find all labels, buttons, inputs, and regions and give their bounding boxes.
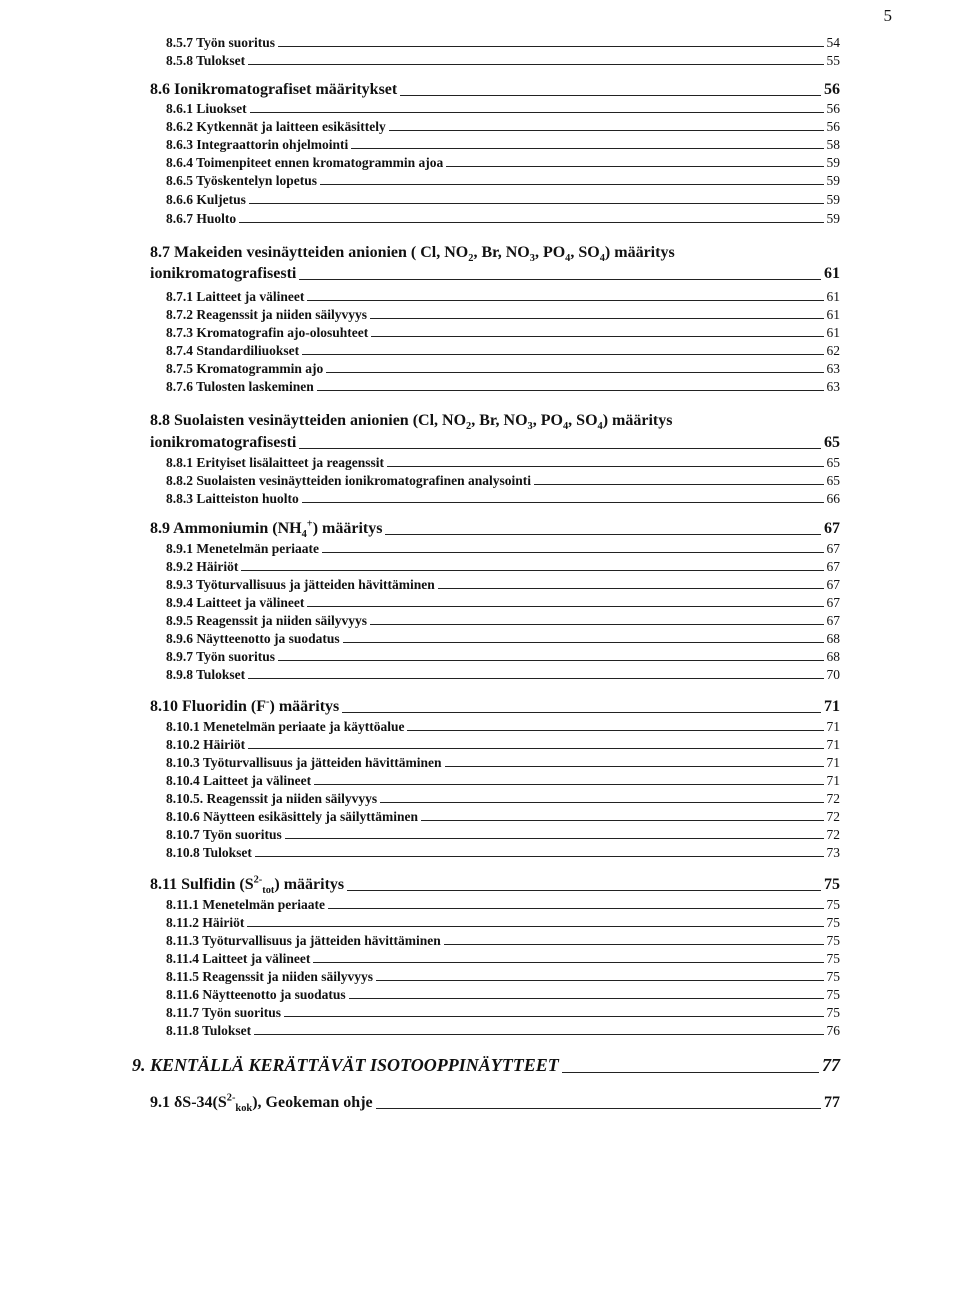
toc-entry-page: 63 [826,379,840,394]
toc-entry-page: 68 [826,649,840,664]
toc-entry-page: 75 [826,933,840,948]
toc-entry[interactable] [166,136,840,153]
toc-entry[interactable] [166,718,840,735]
page-number: 5 [883,6,892,25]
toc-entry[interactable] [166,324,840,341]
toc-entry[interactable] [166,490,840,507]
toc-entry-label: 8.11.4 Laitteet ja välineet [166,951,311,966]
toc-entry-label: 8.9.7 Työn suoritus [166,649,276,664]
toc-entry-label: 8.9.1 Menetelmän periaate [166,541,319,556]
toc-entry[interactable] [166,360,840,377]
toc-entry-page: 72 [826,791,840,806]
toc-entry-label: 8.11.5 Reagenssit ja niiden säilyvyys [166,969,374,984]
toc-leader-line [351,148,823,149]
toc-entry-page: 67 [824,520,840,537]
toc-entry[interactable] [166,100,840,117]
toc-entry[interactable] [166,826,840,843]
toc-leader-line [562,1072,819,1073]
toc-entry[interactable] [166,968,840,985]
toc-entry-label: 8.9.6 Näytteenotto ja suodatus [166,631,340,646]
toc-entry-page: 72 [826,809,840,824]
toc-entry[interactable] [166,844,840,861]
toc-leader-line [342,712,821,713]
toc-entry-page: 65 [826,455,840,470]
toc-leader-line [313,962,823,963]
toc-entry[interactable] [166,576,840,593]
toc-leader-line [347,890,821,891]
toc-leader-line [254,1034,823,1035]
toc-leader-line [370,318,823,319]
toc-entry[interactable] [166,594,840,611]
toc-entry-page: 75 [826,897,840,912]
toc-entry[interactable] [166,1022,840,1039]
toc-leader-line [407,730,823,731]
toc-entry[interactable] [166,808,840,825]
toc-entry-label: 8.6.4 Toimenpiteet ennen kromatogrammin ajoa [166,155,444,170]
toc-entry[interactable] [166,52,840,69]
toc-entry[interactable] [166,950,840,967]
toc-entry-page: 59 [826,192,840,207]
toc-entry-page: 63 [826,361,840,376]
toc-entry-page: 75 [826,987,840,1002]
toc-entry-label: 8.11.7 Työn suoritus [166,1005,282,1020]
toc-entry-label: 8.9 Ammoniumin $(NH_4^+)$ määritys [150,518,383,541]
toc-entry-label: 8.9.2 Häiriöt [166,559,239,574]
toc-leader-line [389,130,824,131]
toc-chapter[interactable] [132,1054,840,1077]
toc-entry-label: ionikromatografisesti [150,434,297,451]
toc-entry-label: 8.7.1 Laitteet ja välineet [166,289,305,304]
toc-leader-line [326,372,823,373]
toc-leader-line [349,998,824,999]
toc-entry-label: 8.11 Sulfidin $(S^{2-}_{tot})$ määritys [150,874,345,897]
toc-leader-line [343,642,824,643]
toc-entry-page: 68 [826,631,840,646]
toc-entry-page: 75 [826,969,840,984]
toc-entry-label: 8.8.3 Laitteiston huolto [166,491,299,506]
toc-entry-label: 8.10.1 Menetelmän periaate ja käyttöalue [166,719,405,734]
toc-entry-label: 8.8.2 Suolaisten vesinäytteiden ionikromatografinen analysointi [166,473,532,488]
toc-entry-page: 55 [826,53,840,68]
toc-entry-page: 58 [826,137,840,152]
toc-section[interactable] [150,1092,840,1113]
toc-section[interactable] [150,874,840,895]
toc-entry[interactable] [166,540,840,557]
toc-section[interactable] [150,432,840,453]
toc-entry-label: 8.6.1 Liuokset [166,101,247,116]
toc-entry-page: 77 [824,1094,840,1111]
toc-leader-line [438,588,824,589]
toc-entry-label: 8.7.6 Tulosten laskeminen [166,379,314,394]
toc-leader-line [446,166,823,167]
toc-entry-label: 8.10.5. Reagenssit ja niiden säilyvyys [166,791,378,806]
toc-entry-page: 77 [822,1055,840,1075]
toc-entry-label: 8.11.8 Tulokset [166,1023,252,1038]
toc-entry-label: 8.9.4 Laitteet ja välineet [166,595,305,610]
toc-entry-page: 71 [824,698,840,715]
toc-entry-page: 61 [826,325,840,340]
toc-leader-line [376,980,823,981]
toc-entry-label: 8.11.1 Menetelmän periaate [166,897,325,912]
toc-entry-label: 8.11.6 Näytteenotto ja suodatus [166,987,346,1002]
toc-leader-line [249,203,824,204]
toc-entry-page: 76 [826,1023,840,1038]
toc-leader-line [445,766,824,767]
toc-leader-line [421,820,824,821]
toc-entry-label: 8.11.2 Häiriöt [166,915,245,930]
toc-leader-line [248,748,823,749]
toc-entry-label: 8.10.8 Tulokset [166,845,252,860]
toc-entry-page: 61 [824,265,840,282]
toc-entry-label: 8.9.5 Reagenssit ja niiden säilyvyys [166,613,368,628]
toc-entry-label: 9. KENTÄLLÄ KERÄTTÄVÄT ISOTOOPPINÄYTTEET [132,1055,559,1075]
toc-leader-line [444,944,824,945]
toc-entry[interactable] [166,306,840,323]
toc-entry-label: 8.6 Ionikromatografiset määritykset [150,81,398,98]
toc-leader-line [284,1016,823,1017]
toc-entry-page: 75 [826,951,840,966]
toc-entry-label: 8.10.2 Häiriöt [166,737,246,752]
toc-leader-line [278,660,823,661]
toc-entry[interactable] [166,736,840,753]
toc-entry-page: 56 [826,119,840,134]
toc-entry[interactable] [166,666,840,683]
toc-entry-page: 56 [824,81,840,98]
toc-leader-line [299,279,821,280]
toc-entry-page: 67 [826,595,840,610]
toc-entry-page: 56 [826,101,840,116]
toc-entry-label: 9.1 $\delta S-34(S^{2-}_{kok})$, Geokeman ohje [150,1092,373,1115]
toc-entry-label: ionikromatografisesti [150,265,297,282]
toc-leader-line [376,1108,821,1109]
toc-entry-page: 65 [824,434,840,451]
toc-leader-line [385,534,821,535]
toc-entry-page: 59 [826,155,840,170]
toc-entry-label: 8.6.3 Integraattorin ohjelmointi [166,137,349,152]
toc-entry-page: 62 [826,343,840,358]
toc-entry-page: 67 [826,559,840,574]
toc-leader-line [302,502,824,503]
toc-leader-line [328,908,824,909]
toc-leader-line [370,624,823,625]
toc-entry-label: 8.10.6 Näytteen esikäsittely ja säilyttäminen [166,809,418,824]
toc-entry-page: 73 [826,845,840,860]
toc-entry[interactable] [166,172,840,189]
toc-entry-label: 8.10 Fluoridin (F-) määritys [150,696,340,715]
toc-entry-label: 8.10.7 Työn suoritus [166,827,282,842]
toc-section[interactable] [150,518,840,539]
toc-leader-line [380,802,823,803]
toc-entry[interactable] [166,118,840,135]
toc-entry-label: 8.7.3 Kromatografin ajo-olosuhteet [166,325,369,340]
toc-leader-line [307,300,823,301]
toc-entry-label: 8.5.7 Työn suoritus [166,35,276,50]
toc-entry-label: 8.5.8 Tulokset [166,53,246,68]
toc-entry-page: 75 [826,915,840,930]
toc-entry-page: 71 [826,755,840,770]
toc-entry-page: 75 [826,1005,840,1020]
toc-leader-line [322,552,824,553]
toc-entry[interactable] [166,790,840,807]
toc-section[interactable] [150,263,840,284]
toc-heading-line: 8.8 Suolaisten vesinäytteiden anionien (Cl, $NO_2$, Br, $NO_3$, $PO_4$, $SO_4$) määritys [150,412,673,433]
toc-entry-page: 61 [826,289,840,304]
toc-entry-label: 8.7.5 Kromatogrammin ajo [166,361,324,376]
toc-entry-page: 54 [826,35,840,50]
toc-leader-line [250,112,824,113]
toc-leader-line [241,570,823,571]
toc-entry[interactable] [166,1004,840,1021]
toc-leader-line [534,484,823,485]
toc-entry[interactable] [166,754,840,771]
toc-entry-page: 72 [826,827,840,842]
toc-entry[interactable] [166,932,840,949]
toc-entry[interactable] [166,986,840,1003]
toc-entry-page: 70 [826,667,840,682]
toc-entry-label: 8.10.4 Laitteet ja välineet [166,773,312,788]
toc-entry-page: 71 [826,773,840,788]
toc-leader-line [248,64,823,65]
toc-entry[interactable] [166,612,840,629]
toc-entry[interactable] [166,648,840,665]
toc-entry-label: 8.6.6 Kuljetus [166,192,246,207]
toc-entry-label: 8.6.5 Työskentelyn lopetus [166,173,318,188]
toc-entry-page: 59 [826,211,840,226]
toc-entry-label: 8.6.7 Huolto [166,211,237,226]
toc-entry-page: 66 [826,491,840,506]
toc-entry[interactable] [166,772,840,789]
toc-leader-line [302,354,823,355]
toc-entry-label: 8.10.3 Työturvallisuus ja jätteiden hävittäminen [166,755,442,770]
toc-leader-line [371,336,823,337]
toc-leader-line [255,856,824,857]
toc-entry[interactable] [166,896,840,913]
toc-entry[interactable] [166,472,840,489]
toc-entry-label: 8.7.4 Standardiliuokset [166,343,300,358]
toc-leader-line [285,838,824,839]
toc-entry[interactable] [166,454,840,471]
toc-entry[interactable] [166,914,840,931]
toc-leader-line [387,466,824,467]
toc-entry-page: 67 [826,577,840,592]
toc-entry-page: 75 [824,876,840,893]
toc-entry-page: 65 [826,473,840,488]
toc-entry[interactable] [166,191,840,208]
toc-entry[interactable] [166,34,840,51]
toc-leader-line [299,448,821,449]
toc-entry-page: 71 [826,737,840,752]
toc-entry-label: 8.6.2 Kytkennät ja laitteen esikäsittely [166,119,386,134]
toc-leader-line [307,606,823,607]
toc-entry-page: 67 [826,541,840,556]
toc-leader-line [400,95,821,96]
toc-entry-label: 8.11.3 Työturvallisuus ja jätteiden hävittäminen [166,933,441,948]
toc-entry-page: 67 [826,613,840,628]
toc-entry[interactable] [166,288,840,305]
toc-section[interactable] [150,696,840,717]
toc-leader-line [320,184,823,185]
toc-heading-line: 8.7 Makeiden vesinäytteiden anionien ( Cl, $NO_2$, Br, $NO_3$, $PO_4$, $SO_4$) määritys [150,244,675,265]
toc-entry-page: 61 [826,307,840,322]
toc-section[interactable] [150,79,840,100]
toc-leader-line [247,926,823,927]
toc-leader-line [248,678,823,679]
toc-leader-line [278,46,823,47]
toc-entry[interactable] [166,342,840,359]
toc-entry[interactable] [166,210,840,227]
toc-entry[interactable] [166,630,840,647]
toc-entry-page: 59 [826,173,840,188]
toc-leader-line [314,784,823,785]
toc-entry[interactable] [166,378,840,395]
toc-entry[interactable] [166,558,840,575]
toc-entry-label: 8.7.2 Reagenssit ja niiden säilyvyys [166,307,368,322]
toc-leader-line [239,222,823,223]
toc-entry-label: 8.9.3 Työturvallisuus ja jätteiden hävittäminen [166,577,435,592]
toc-entry-label: 8.8.1 Erityiset lisälaitteet ja reagenssit [166,455,384,470]
toc-leader-line [317,390,824,391]
toc-entry-label: 8.9.8 Tulokset [166,667,246,682]
toc-entry-page: 71 [826,719,840,734]
toc-entry[interactable] [166,154,840,171]
